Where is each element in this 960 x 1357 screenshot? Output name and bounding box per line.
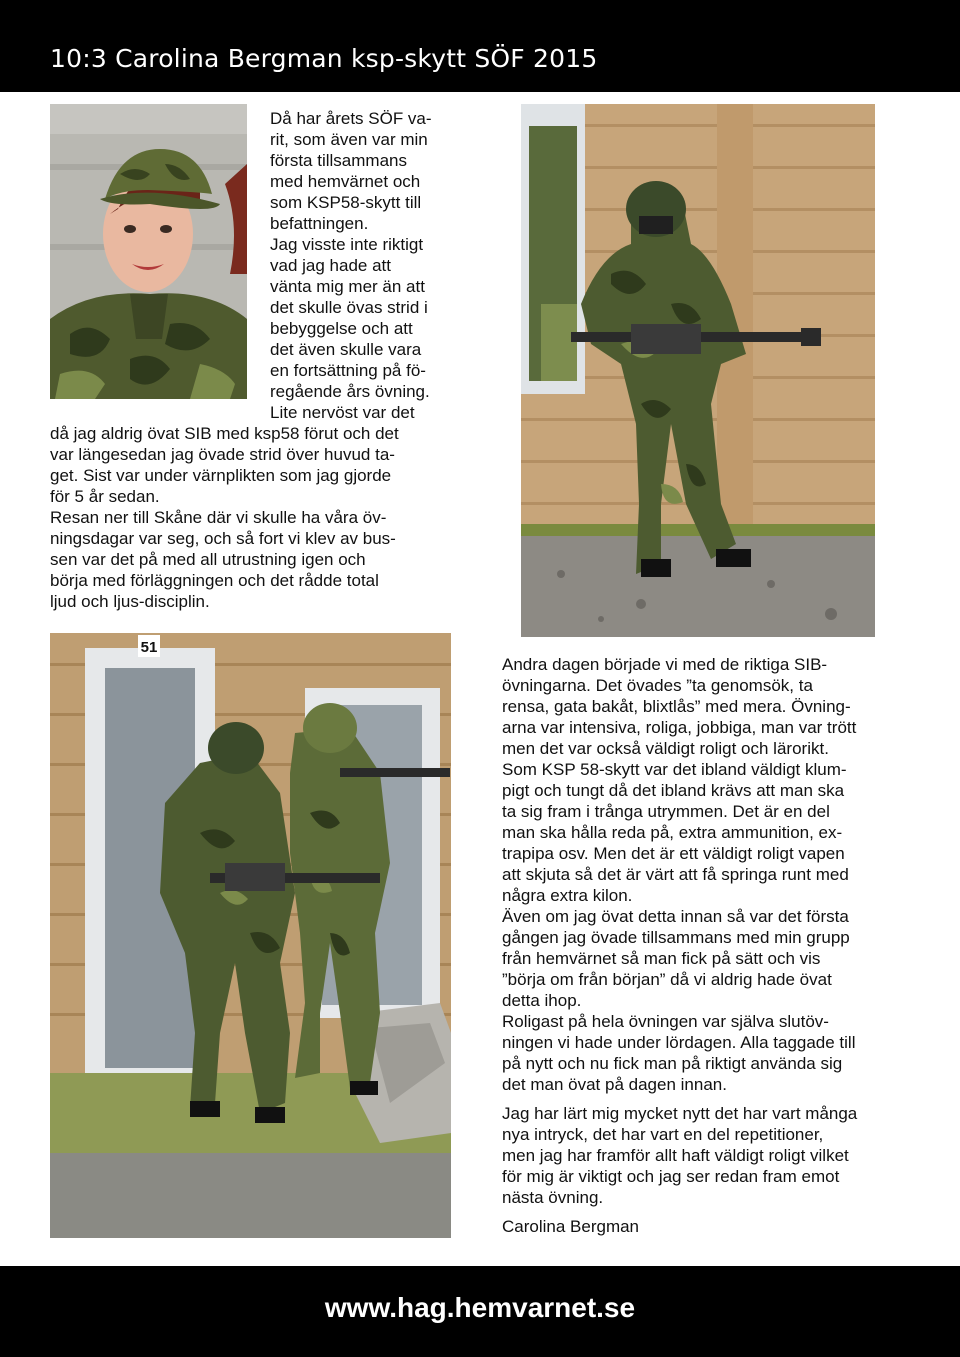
text-line: Jag har lärt mig mycket nytt det har vart många <box>502 1104 858 1123</box>
article-right-column <box>502 654 914 1237</box>
text-line: men jag har framför allt haft väldigt roligt vilket <box>502 1146 849 1165</box>
portrait-photo <box>50 104 247 399</box>
text-line: Även om jag övat detta innan så var det första <box>502 907 849 926</box>
text-line: arna var intensiva, roliga, jobbiga, man var trött <box>502 718 857 737</box>
text-line: Som KSP 58-skytt var det ibland väldigt klum- <box>502 760 847 779</box>
text-line: regående års övning. <box>270 382 430 401</box>
text-line: börja med förläggningen och det rådde total <box>50 571 379 590</box>
text-line: för mig är viktigt och jag ser redan fram emot <box>502 1167 840 1186</box>
text-line: rensa, gata bakåt, blixtlås” med mera. Övning- <box>502 697 851 716</box>
text-line: då jag aldrig övat SIB med ksp58 förut och det <box>50 424 399 443</box>
text-line: vänta mig mer än att <box>270 277 425 296</box>
intro-text-top <box>270 108 460 402</box>
text-line: ”börja om från början” då vi aldrig hade övat <box>502 970 832 989</box>
text-line: några extra kilon. <box>502 886 633 905</box>
text-line: en fortsättning på fö- <box>270 361 426 380</box>
text-line: ningsdagar var seg, och så fort vi klev av bus- <box>50 529 396 548</box>
text-line: men det var också väldigt roligt och lärorikt. <box>502 739 829 758</box>
text-line: övningarna. Det övades ”ta genomsök, ta <box>502 676 813 695</box>
text-line: man ska hålla reda på, extra ammunition, ex- <box>502 823 843 842</box>
text-line: bebyggelse och att <box>270 319 413 338</box>
author-signature: Carolina Bergman <box>502 1217 640 1236</box>
text-line: ningen vi hade under lördagen. Alla taggade till <box>502 1033 856 1052</box>
text-line: det skulle övas strid i <box>270 298 428 317</box>
text-line: Lite nervöst var det <box>270 403 415 422</box>
text-line: för 5 år sedan. <box>50 487 160 506</box>
text-line: det även skulle vara <box>270 340 422 359</box>
text-line: Roligast på hela övningen var själva slutöv- <box>502 1012 829 1031</box>
footer-band <box>0 1266 960 1357</box>
text-line: att skjuta så det är värt att få springa runt med <box>502 865 849 884</box>
header-band <box>0 0 960 92</box>
page-title: 10:3 Carolina Bergman ksp-skytt SÖF 2015 <box>50 44 598 73</box>
text-line: vad jag hade att <box>270 256 391 275</box>
text-line: befattningen. <box>270 214 369 233</box>
text-line: sen var det på med all utrustning igen och <box>50 550 366 569</box>
text-line: Andra dagen började vi med de riktiga SIB- <box>502 655 828 674</box>
text-line: Då har årets SÖF va- <box>270 109 432 128</box>
text-line: rit, som även var min <box>270 130 428 149</box>
closing-paragraph <box>502 1103 914 1208</box>
text-line: Jag visste inte riktigt <box>270 235 424 254</box>
text-line: var längesedan jag övade strid över huvud ta- <box>50 445 395 464</box>
door-sign-number: 51 <box>140 639 158 656</box>
text-line: trapipa osv. Men det är ett väldigt roligt vapen <box>502 844 845 863</box>
text-line: get. Sist var under värnplikten som jag gjorde <box>50 466 392 485</box>
two-soldiers-photo <box>50 633 451 1238</box>
text-line: ljud och ljus-disciplin. <box>50 592 210 611</box>
soldier-standing-photo <box>521 104 875 637</box>
text-line: pigt och tungt då det ibland krävs att man ska <box>502 781 845 800</box>
text-line: det man övat på dagen innan. <box>502 1075 727 1094</box>
text-line: detta ihop. <box>502 991 582 1010</box>
intro-text-bottom <box>50 402 450 612</box>
text-line: gången jag övade tillsammans med min grupp <box>502 928 850 947</box>
text-line: Resan ner till Skåne där vi skulle ha våra öv- <box>50 508 387 527</box>
text-line: nya intryck, det har vart en del repetitioner, <box>502 1125 824 1144</box>
text-line: som KSP58-skytt till <box>270 193 422 212</box>
text-line: på nytt och nu fick man på riktigt använda sig <box>502 1054 843 1073</box>
text-line: med hemvärnet och <box>270 172 421 191</box>
text-line: ta sig fram i trånga utrymmen. Det är en del <box>502 802 830 821</box>
text-line: första tillsammans <box>270 151 407 170</box>
text-line: nästa övning. <box>502 1188 604 1207</box>
website-link[interactable]: www.hag.hemvarnet.se <box>324 1292 636 1323</box>
text-line: från hemvärnet så man fick på sätt och vis <box>502 949 821 968</box>
